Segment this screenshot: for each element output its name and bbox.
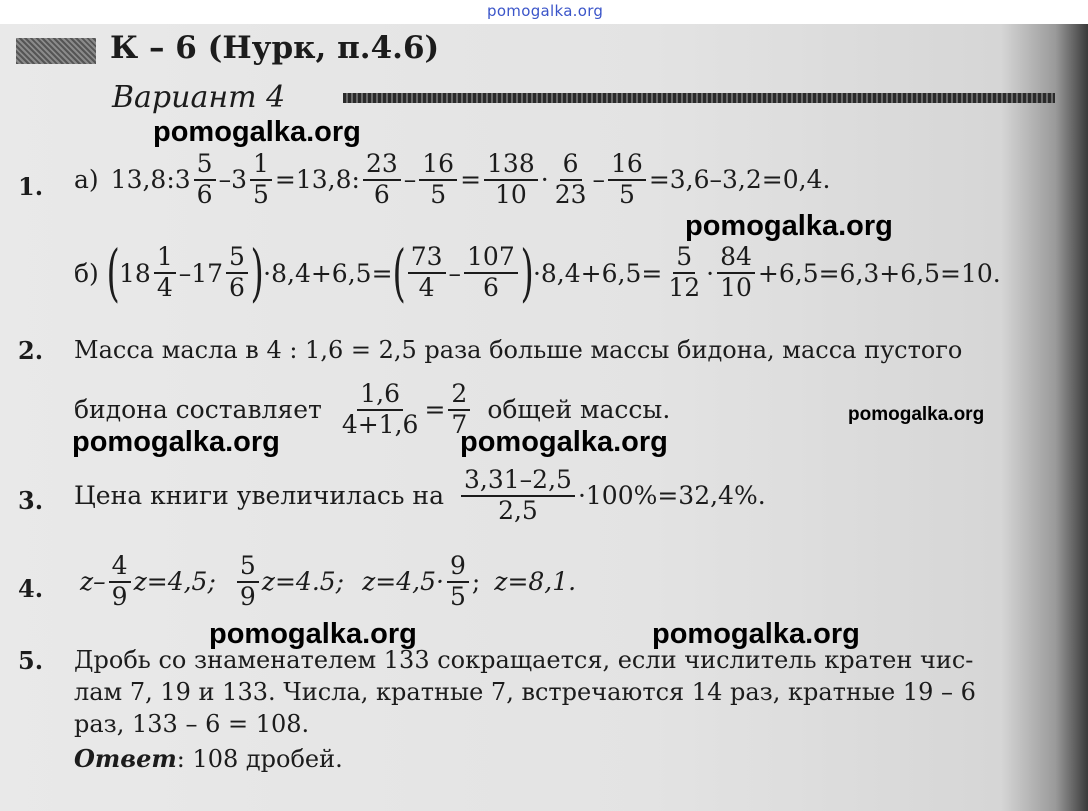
expr: ·	[706, 258, 715, 288]
expr: –17	[178, 258, 224, 288]
fraction: $\frac{23}{6}$	[363, 150, 401, 210]
watermark: pomogalka.org	[685, 210, 893, 242]
watermark: pomogalka.org	[72, 426, 280, 458]
problem-4-number: 4.	[18, 574, 44, 603]
expr: ;	[471, 567, 481, 597]
problem-5-line1: Дробь со знаменателем 133 сокращается, если числитель кратен чис-	[74, 646, 974, 674]
problem-2-line1: Масса масла в 4 : 1,6 = 2,5 раза больше массы бидона, масса пустого	[74, 336, 963, 364]
watermark: pomogalka.org	[652, 618, 860, 650]
watermark: pomogalka.org	[209, 618, 417, 650]
expr: ·8,4+6,5=	[263, 258, 393, 288]
right-paren: )	[520, 236, 534, 309]
answer-text: : 108 дробей.	[176, 745, 343, 773]
problem-5-line3: раз, 133 – 6 = 108.	[74, 710, 310, 738]
text: общей массы.	[487, 395, 671, 425]
fraction: $\frac{6}{23}$	[554, 149, 587, 209]
watermark: pomogalka.org	[460, 426, 668, 458]
fraction: $\frac{5}{9}$	[237, 552, 259, 612]
fraction: $\frac{5}{12}$	[668, 242, 701, 302]
problem-1b	[74, 236, 1001, 309]
left-paren: (	[106, 236, 120, 309]
expr: =	[424, 395, 446, 425]
expr: –3	[218, 165, 247, 195]
problem-5-line2: лам 7, 19 и 133. Числа, кратные 7, встречаются 14 раз, кратные 19 – 6	[74, 678, 976, 706]
fraction: $\frac{16}{5}$	[419, 150, 457, 210]
fraction: $\frac{2}{7}$	[448, 380, 470, 440]
page-title: К – 6 (Нурк, п.4.6)	[110, 30, 440, 66]
fraction: $\frac{73}{4}$	[408, 243, 446, 303]
expr: 13,8:3	[110, 165, 191, 195]
fraction: $\frac{5}{6}$	[194, 150, 216, 210]
expr: z=4.5;	[261, 567, 345, 597]
fraction: $\frac{1}{5}$	[250, 150, 272, 210]
label-a: а)	[74, 165, 99, 195]
expr: ·8,4+6,5=	[532, 258, 663, 288]
expr: z=4,5;	[133, 567, 216, 597]
text: бидона составляет	[74, 395, 322, 425]
expr: =	[460, 165, 482, 195]
right-paren: )	[250, 236, 264, 309]
expr: –	[403, 165, 417, 195]
problem-3-number: 3.	[18, 486, 44, 515]
fraction: $\frac{84}{10}$	[717, 243, 755, 303]
variant-heading: Вариант 4	[112, 80, 286, 115]
expr: +6,5=6,3+6,5=10.	[757, 258, 1001, 288]
watermark: pomogalka.org	[848, 404, 985, 425]
expr: =3,6–3,2=0,4.	[648, 165, 831, 195]
fraction: $\frac{9}{5}$	[447, 552, 469, 612]
problem-1a	[74, 150, 830, 210]
problem-5-answer	[74, 744, 343, 773]
fraction: $\frac{107}{6}$	[464, 243, 518, 303]
expr: ·	[540, 165, 549, 195]
problem-5-number: 5.	[18, 646, 44, 675]
watermark: pomogalka.org	[153, 116, 361, 148]
fraction: $\frac{1}{4}$	[154, 243, 176, 303]
expr: –	[592, 165, 605, 195]
text: Цена книги увеличилась на	[74, 481, 444, 511]
fraction: $\frac{138}{10}$	[484, 150, 538, 210]
problem-4	[80, 552, 576, 612]
site-link[interactable]: pomogalka.org	[487, 2, 604, 20]
fraction: $\frac{16}{5}$	[608, 150, 646, 210]
expr: z–	[80, 567, 106, 597]
problem-1-number: 1.	[18, 172, 44, 201]
expr: z=8,1.	[494, 567, 577, 597]
expr: =13,8:	[274, 165, 360, 195]
expr: –	[448, 258, 462, 288]
problem-2-number: 2.	[18, 336, 44, 365]
fraction: $\frac{5}{6}$	[226, 243, 248, 303]
fraction: $\frac{4}{9}$	[109, 552, 131, 612]
answer-label: Ответ	[74, 744, 177, 773]
problem-3	[74, 466, 766, 526]
label-b: б)	[74, 258, 99, 288]
fraction: $\frac{1,6}{4+1,6}$	[341, 379, 419, 439]
variant-rule	[343, 93, 1055, 103]
expr: z=4,5·	[362, 567, 444, 597]
left-paren: (	[391, 236, 406, 309]
expr: 18	[119, 258, 151, 288]
expr: ·100%=32,4%.	[577, 481, 766, 511]
header-decoration	[16, 38, 96, 64]
fraction: $\frac{3,31-2,5}{2,5}$	[461, 466, 575, 526]
